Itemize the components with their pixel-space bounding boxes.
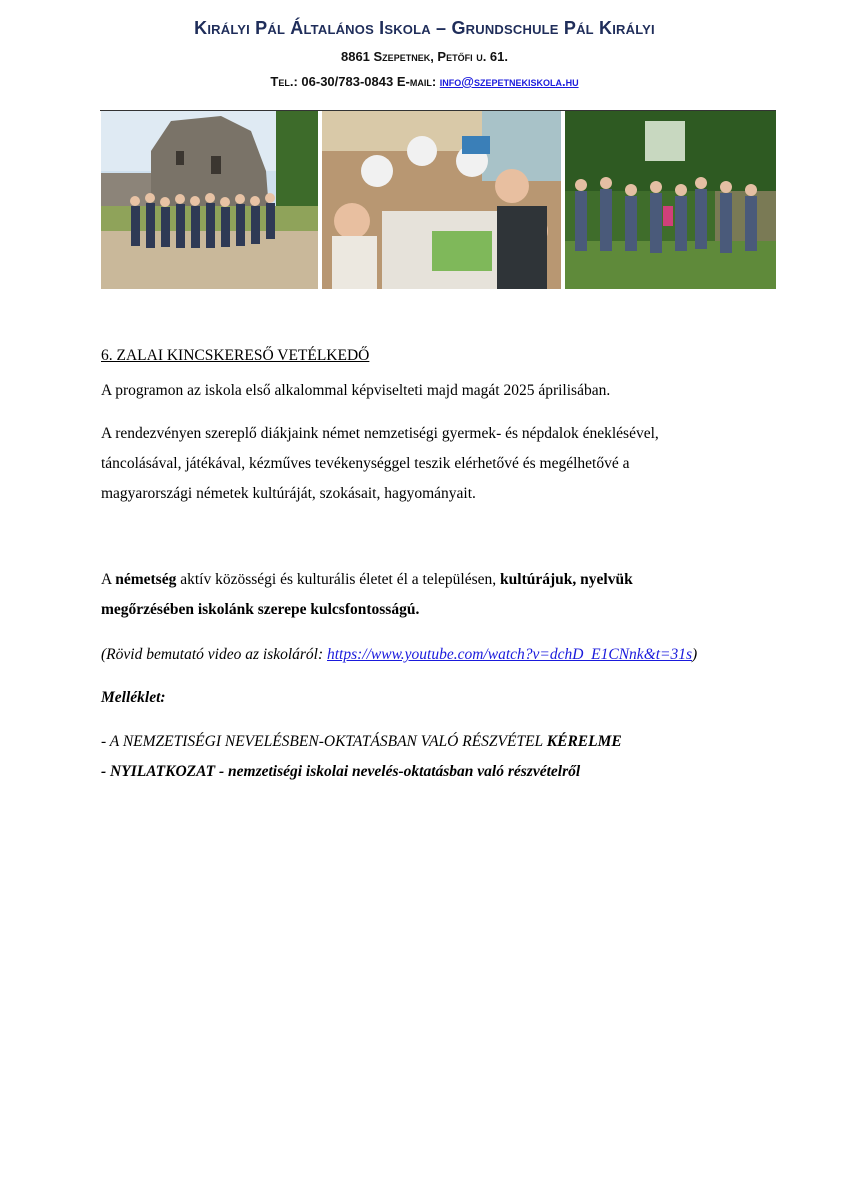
text-fragment: A (101, 571, 116, 588)
castle-group-photo (101, 111, 318, 289)
attachment-item: - NYILATKOZAT - nemzetiségi iskolai nevelés-oktatásban való részvételről (101, 763, 581, 780)
paragraph-line: táncolásával, játékával, kézműves tevékenységgel teszik elérhetővé és megélhetővé a (101, 455, 630, 472)
attachment-text: - A NEMZETISÉGI NEVELÉSBEN-OKTATÁSBAN VALÓ RÉSZVÉTEL (101, 733, 547, 750)
school-address: 8861 Szepetnek, Petőfi u. 61. (340, 49, 508, 64)
video-reference (101, 640, 781, 670)
video-suffix: ) (692, 646, 698, 663)
email-label: E-mail: (396, 74, 437, 89)
bold-text-fragment: megőrzésében iskolánk szerepe kulcsfontosságú. (101, 601, 420, 618)
bold-text-fragment: kultúrájuk, nyelvük (500, 571, 633, 588)
attachment-bold-text: KÉRELME (546, 733, 622, 750)
video-prefix: (Rövid bemutató video az iskoláról: (101, 646, 327, 663)
attachment-item (101, 727, 781, 757)
intro-paragraph: A programon az iskola első alkalommal képviselteti majd magát 2025 áprilisában. (101, 382, 611, 399)
school-name: Királyi Pál Általános Iskola – Grundschule Pál Királyi (194, 18, 655, 38)
school-contact (0, 74, 849, 89)
bold-text-fragment: németség (115, 571, 177, 588)
youtube-link[interactable]: https://www.youtube.com/watch?v=dchD_E1CNnk&t=31s (327, 646, 693, 663)
community-paragraph (101, 565, 781, 625)
email-link[interactable]: info@szepetnekiskola.hu (439, 74, 579, 89)
phone-label: Tel.: 06-30/783-0843 (270, 74, 394, 89)
classroom-activity-photo (322, 111, 561, 289)
paragraph-line: magyarországi németek kultúráját, szokásait, hagyományait. (101, 485, 476, 502)
nature-walk-photo (565, 111, 776, 289)
attachment-title: Melléklet: (101, 689, 166, 706)
event-description-paragraph (101, 419, 781, 509)
section-title: 6. ZALAI KINCSKERESŐ VETÉLKEDŐ (101, 347, 370, 364)
text-fragment: aktív közösségi és kulturális életet él a településen, (176, 571, 501, 588)
paragraph-line: A rendezvényen szereplő diákjaink német nemzetiségi gyermek- és népdalok éneklésével, (101, 425, 659, 442)
